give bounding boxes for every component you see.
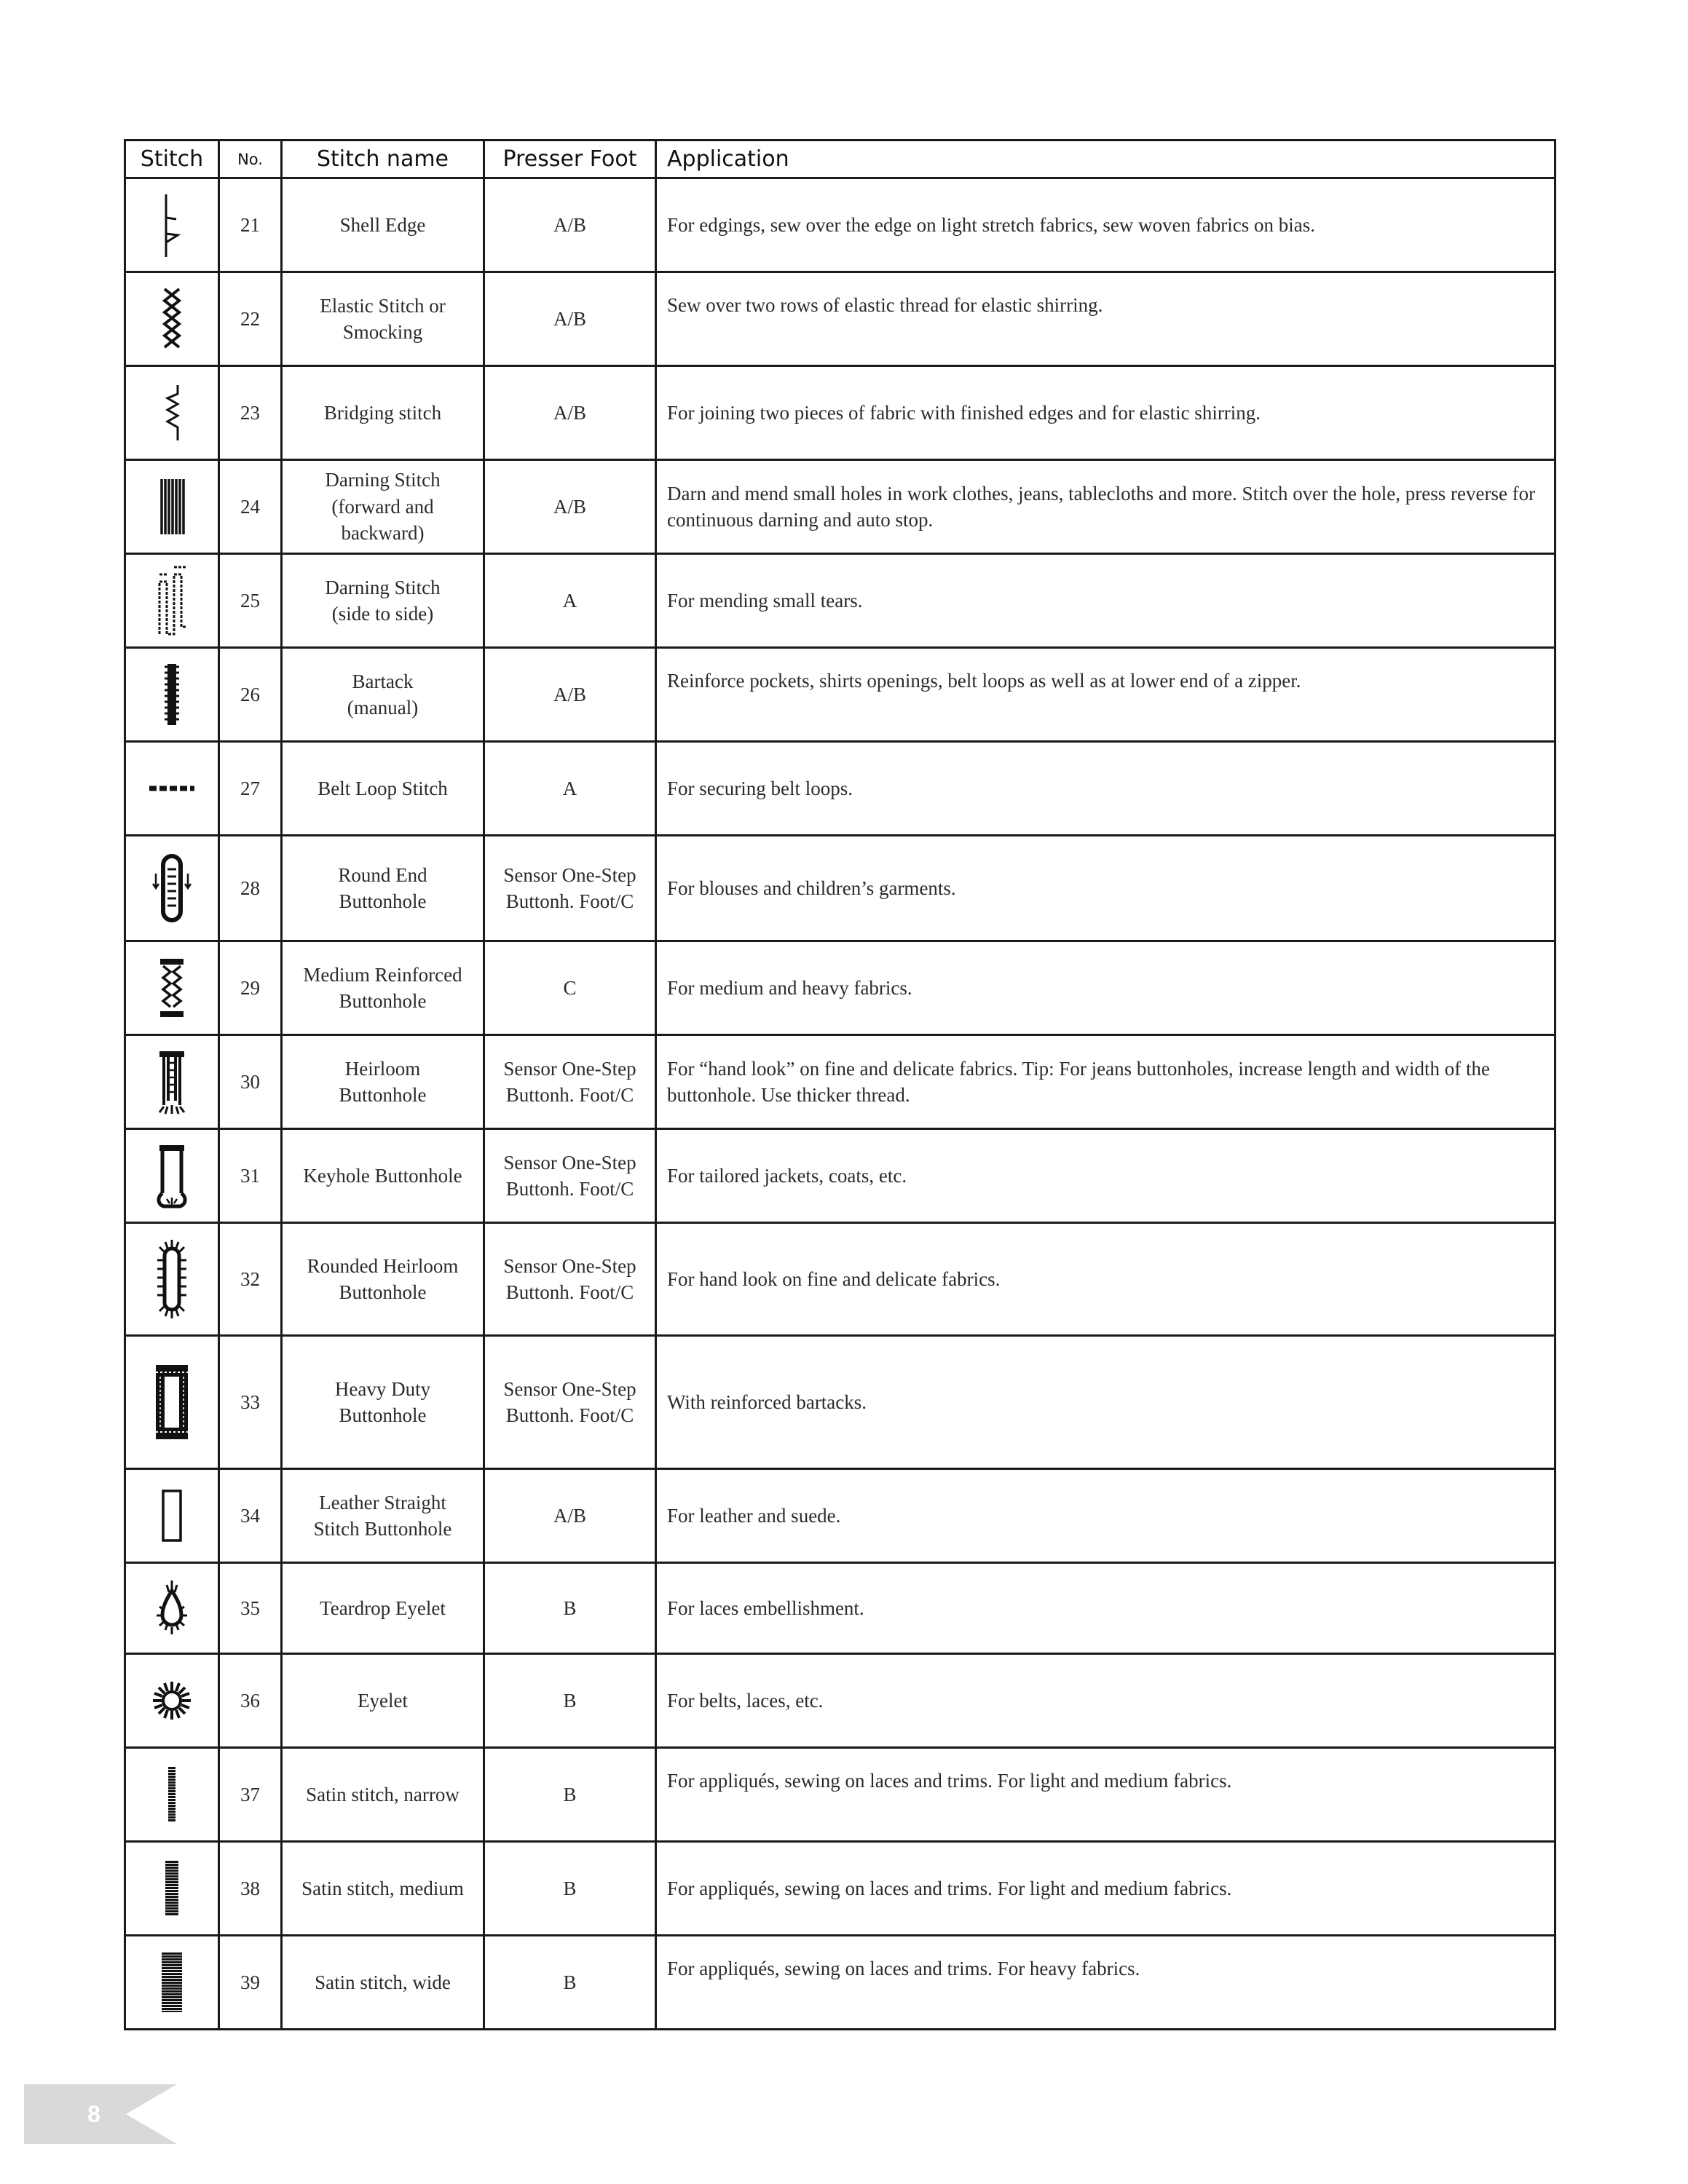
header-stitch-name: Stitch name (282, 141, 484, 178)
smocking-stitch-icon (156, 286, 188, 352)
stitch-name: Satin stitch, medium (282, 1842, 484, 1936)
stitch-name: Shell Edge (282, 178, 484, 272)
presser-foot: A (484, 554, 656, 648)
stitch-icon-cell (125, 648, 219, 742)
medium-reinforced-buttonhole-icon (156, 956, 188, 1020)
presser-foot: A/B (484, 366, 656, 460)
stitch-name: Elastic Stitch or Smocking (282, 272, 484, 366)
application: For tailored jackets, coats, etc. (656, 1129, 1555, 1223)
eyelet-icon (151, 1680, 192, 1721)
table-row (125, 272, 1555, 366)
stitch-name: Leather Straight Stitch Buttonhole (282, 1469, 484, 1563)
presser-foot: C (484, 941, 656, 1035)
table-row (125, 1563, 1555, 1654)
round-end-buttonhole-icon (150, 852, 194, 925)
table-row (125, 1748, 1555, 1842)
stitch-name: Heavy Duty Buttonhole (282, 1336, 484, 1469)
table-row (125, 366, 1555, 460)
presser-foot: A/B (484, 272, 656, 366)
application: For laces embellishment. (656, 1563, 1555, 1654)
stitch-number: 21 (219, 178, 282, 272)
stitch-icon-cell (125, 941, 219, 1035)
application: For appliqués, sewing on laces and trims. For light and medium fabrics. (656, 1748, 1555, 1842)
stitch-icon-cell (125, 1035, 219, 1129)
table-row (125, 1936, 1555, 2030)
stitch-icon-cell (125, 1469, 219, 1563)
bartack-icon (157, 661, 186, 728)
shell-edge-stitch-icon (157, 190, 186, 260)
stitch-name: Satin stitch, wide (282, 1936, 484, 2030)
presser-foot: B (484, 1748, 656, 1842)
stitch-name: Belt Loop Stitch (282, 742, 484, 836)
header-application: Application (656, 141, 1555, 178)
rounded-heirloom-buttonhole-icon (154, 1238, 190, 1320)
stitch-name: Teardrop Eyelet (282, 1563, 484, 1654)
keyhole-buttonhole-icon (154, 1142, 190, 1209)
application: For “hand look” on fine and delicate fabrics. Tip: For jeans buttonholes, increase length and width of the buttonhole. Use thicker thread. (656, 1035, 1555, 1129)
table-row (125, 1129, 1555, 1223)
leather-buttonhole-icon (157, 1487, 186, 1545)
stitch-number: 38 (219, 1842, 282, 1936)
stitch-name: Keyhole Buttonhole (282, 1129, 484, 1223)
teardrop-eyelet-icon (154, 1579, 190, 1637)
table-row (125, 1469, 1555, 1563)
stitch-name: Darning Stitch (forward and backward) (282, 460, 484, 554)
bridging-stitch-icon (157, 382, 186, 443)
darning-forward-backward-icon (157, 476, 186, 537)
stitch-name: Heirloom Buttonhole (282, 1035, 484, 1129)
stitch-number: 24 (219, 460, 282, 554)
stitch-name: Satin stitch, narrow (282, 1748, 484, 1842)
stitch-number: 32 (219, 1223, 282, 1336)
application: For belts, laces, etc. (656, 1654, 1555, 1748)
stitch-name: Medium Reinforced Buttonhole (282, 941, 484, 1035)
table-row (125, 178, 1555, 272)
stitch-name: Round End Buttonhole (282, 836, 484, 941)
satin-narrow-icon (157, 1764, 186, 1825)
stitch-icon-cell (125, 836, 219, 941)
stitch-number: 35 (219, 1563, 282, 1654)
stitch-number: 37 (219, 1748, 282, 1842)
presser-foot: A/B (484, 178, 656, 272)
presser-foot: A/B (484, 460, 656, 554)
stitch-icon-cell (125, 1223, 219, 1336)
stitch-number: 27 (219, 742, 282, 836)
darning-side-to-side-icon (155, 564, 189, 637)
presser-foot: A/B (484, 648, 656, 742)
stitch-icon-cell (125, 460, 219, 554)
stitch-icon-cell (125, 1654, 219, 1748)
stitch-name: Bartack (manual) (282, 648, 484, 742)
stitch-icon-cell (125, 1842, 219, 1936)
application: For medium and heavy fabrics. (656, 941, 1555, 1035)
presser-foot: B (484, 1842, 656, 1936)
stitch-icon-cell (125, 1129, 219, 1223)
application: For edgings, sew over the edge on light stretch fabrics, sew woven fabrics on bias. (656, 178, 1555, 272)
presser-foot: A/B (484, 1469, 656, 1563)
stitch-icon-cell (125, 554, 219, 648)
application: For securing belt loops. (656, 742, 1555, 836)
stitch-number: 25 (219, 554, 282, 648)
presser-foot: Sensor One-Step Buttonh. Foot/C (484, 1223, 656, 1336)
header-presser-foot: Presser Foot (484, 141, 656, 178)
heirloom-buttonhole-icon (155, 1048, 189, 1115)
table-row (125, 1035, 1555, 1129)
stitch-number: 30 (219, 1035, 282, 1129)
application: Reinforce pockets, shirts openings, belt loops as well as at lower end of a zipper. (656, 648, 1555, 742)
header-no: No. (219, 141, 282, 178)
stitch-name: Bridging stitch (282, 366, 484, 460)
presser-foot: B (484, 1563, 656, 1654)
table-row (125, 1654, 1555, 1748)
presser-foot: B (484, 1936, 656, 2030)
application: Sew over two rows of elastic thread for elastic shirring. (656, 272, 1555, 366)
application: For joining two pieces of fabric with finished edges and for elastic shirring. (656, 366, 1555, 460)
stitch-name: Rounded Heirloom Buttonhole (282, 1223, 484, 1336)
application: With reinforced bartacks. (656, 1336, 1555, 1469)
application: For appliqués, sewing on laces and trims. For light and medium fabrics. (656, 1842, 1555, 1936)
presser-foot: Sensor One-Step Buttonh. Foot/C (484, 1336, 656, 1469)
stitch-icon-cell (125, 366, 219, 460)
application: For appliqués, sewing on laces and trims. For heavy fabrics. (656, 1936, 1555, 2030)
presser-foot: Sensor One-Step Buttonh. Foot/C (484, 1129, 656, 1223)
belt-loop-stitch-icon (146, 781, 197, 796)
application: For leather and suede. (656, 1469, 1555, 1563)
stitch-table (124, 139, 1556, 2030)
stitch-number: 28 (219, 836, 282, 941)
satin-medium-icon (157, 1858, 186, 1919)
stitch-number: 29 (219, 941, 282, 1035)
stitch-icon-cell (125, 742, 219, 836)
stitch-number: 22 (219, 272, 282, 366)
stitch-number: 39 (219, 1936, 282, 2030)
stitch-number: 36 (219, 1654, 282, 1748)
table-row (125, 1842, 1555, 1936)
satin-wide-icon (156, 1950, 188, 2015)
heavy-duty-buttonhole-icon (153, 1362, 191, 1442)
stitch-number: 26 (219, 648, 282, 742)
stitch-icon-cell (125, 1748, 219, 1842)
stitch-number: 34 (219, 1469, 282, 1563)
presser-foot: Sensor One-Step Buttonh. Foot/C (484, 1035, 656, 1129)
stitch-icon-cell (125, 178, 219, 272)
table-row (125, 554, 1555, 648)
table-row (125, 742, 1555, 836)
stitch-number: 23 (219, 366, 282, 460)
table-row (125, 1336, 1555, 1469)
table-row (125, 1223, 1555, 1336)
application: For mending small tears. (656, 554, 1555, 648)
stitch-icon-cell (125, 1936, 219, 2030)
stitch-number: 31 (219, 1129, 282, 1223)
table-row (125, 941, 1555, 1035)
presser-foot: Sensor One-Step Buttonh. Foot/C (484, 836, 656, 941)
application: For hand look on fine and delicate fabrics. (656, 1223, 1555, 1336)
application: For blouses and children’s garments. (656, 836, 1555, 941)
table-row (125, 836, 1555, 941)
table-header-row (125, 141, 1555, 178)
stitch-icon-cell (125, 1563, 219, 1654)
stitch-number: 33 (219, 1336, 282, 1469)
stitch-icon-cell (125, 272, 219, 366)
table-row (125, 648, 1555, 742)
page-number: 8 (87, 2101, 100, 2127)
presser-foot: B (484, 1654, 656, 1748)
application: Darn and mend small holes in work clothes, jeans, tablecloths and more. Stitch over the hole, press reverse for continuous darning and auto stop. (656, 460, 1555, 554)
stitch-name: Darning Stitch (side to side) (282, 554, 484, 648)
stitch-name: Eyelet (282, 1654, 484, 1748)
presser-foot: A (484, 742, 656, 836)
header-stitch: Stitch (125, 141, 219, 178)
table-row (125, 460, 1555, 554)
stitch-icon-cell (125, 1336, 219, 1469)
